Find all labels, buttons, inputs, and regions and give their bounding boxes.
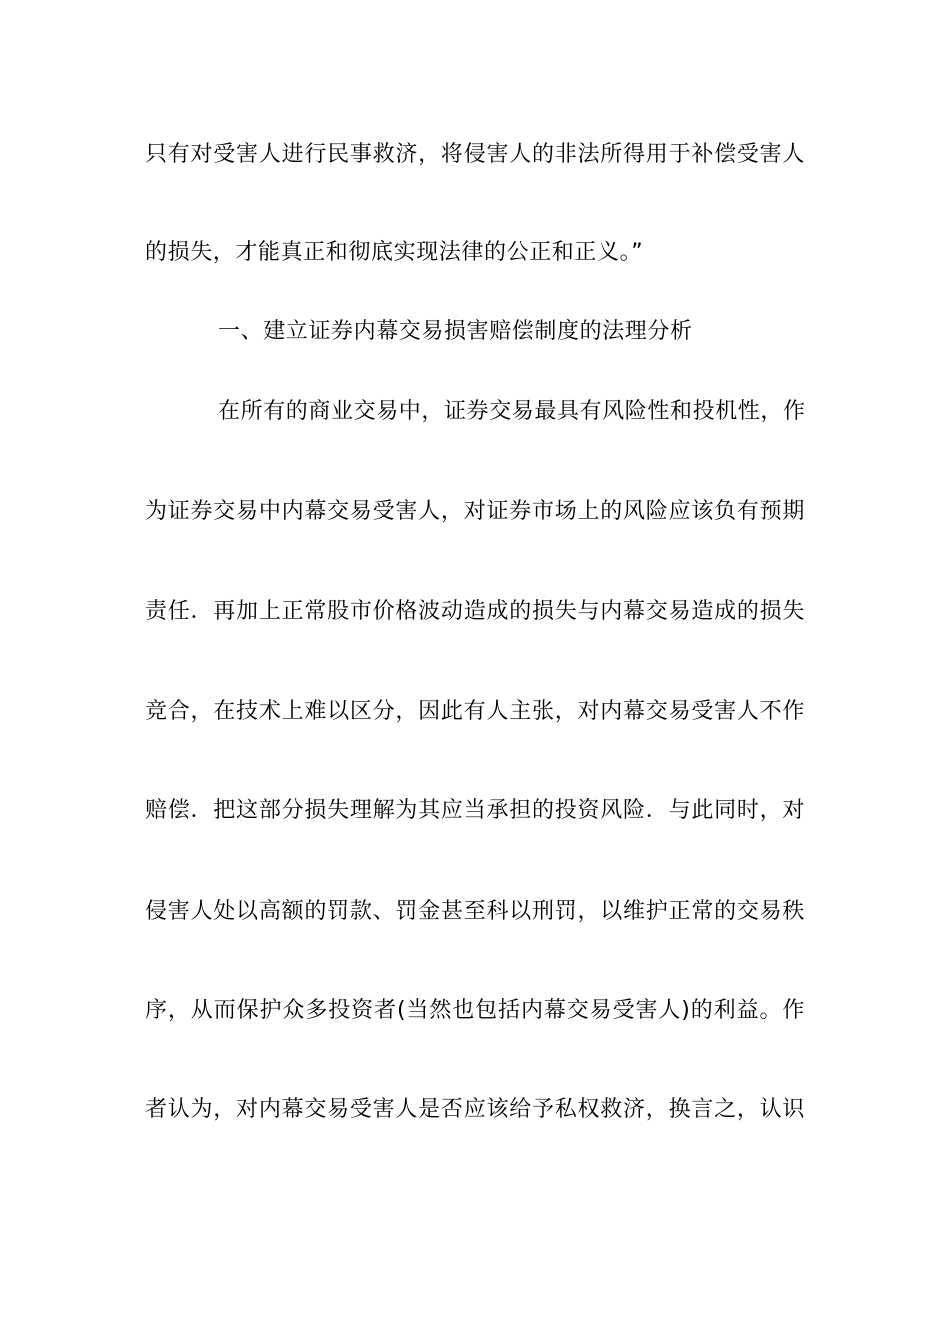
section-heading: 一、建立证券内幕交易损害赔偿制度的法理分析 bbox=[218, 319, 693, 344]
text-line-9: 序，从而保护众多投资者(当然也包括内幕交易受害人)的利益。作 bbox=[145, 998, 805, 1023]
text-line-10: 者认为，对内幕交易受害人是否应该给予私权救济，换言之，认识 bbox=[145, 1097, 805, 1122]
text-line-7: 赔偿．把这部分损失理解为其应当承担的投资风险．与此同时，对 bbox=[145, 798, 805, 823]
text-line-2: 的损失，才能真正和彻底实现法律的公正和正义。” bbox=[145, 240, 644, 265]
text-line-6: 竞合，在技术上难以区分，因此有人主张，对内幕交易受害人不作 bbox=[145, 699, 805, 724]
text-line-3: 在所有的商业交易中，证券交易最具有风险性和投机性，作 bbox=[218, 399, 806, 424]
text-line-4: 为证券交易中内幕交易受害人，对证券市场上的风险应该负有预期 bbox=[145, 499, 805, 524]
text-line-1: 只有对受害人进行民事救济，将侵害人的非法所得用于补偿受害人 bbox=[145, 142, 805, 167]
text-line-8: 侵害人处以高额的罚款、罚金甚至科以刑罚，以维护正常的交易秩 bbox=[145, 899, 805, 924]
text-line-5: 责任．再加上正常股市价格波动造成的损失与内幕交易造成的损失 bbox=[145, 599, 805, 624]
